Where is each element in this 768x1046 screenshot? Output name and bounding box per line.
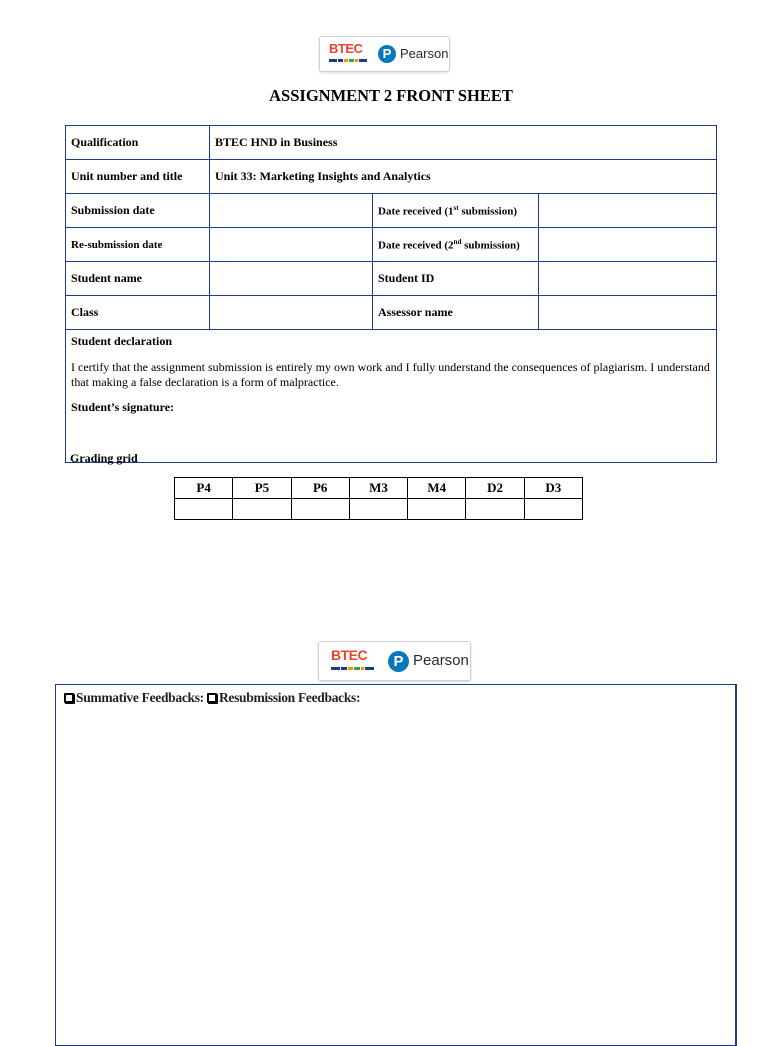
table-row <box>66 296 717 330</box>
pearson-logo-text: Pearson <box>400 46 449 61</box>
grade-header-d3: D3 <box>524 478 582 499</box>
grading-grid-table <box>174 477 583 520</box>
btec-logo-text: BTEC <box>329 41 363 56</box>
unit-label: Unit number and title <box>66 160 210 194</box>
student-name-label: Student name <box>66 262 210 296</box>
grade-cell-m4[interactable] <box>408 499 466 520</box>
btec-pearson-logo-2 <box>318 641 471 681</box>
date-received-2-label: Date received (2nd submission) <box>373 228 539 262</box>
grade-header-p6: P6 <box>291 478 349 499</box>
student-id-label: Student ID <box>373 262 539 296</box>
declaration-title: Student declaration <box>71 334 173 348</box>
grade-cell-p6[interactable] <box>291 499 349 520</box>
table-row <box>66 228 717 262</box>
grading-grid-label: Grading grid <box>70 451 138 465</box>
submission-date-field[interactable] <box>210 194 373 228</box>
resubmission-date-field[interactable] <box>210 228 373 262</box>
date-received-2-field[interactable] <box>539 228 717 262</box>
unit-value: Unit 33: Marketing Insights and Analytics <box>210 160 717 194</box>
grade-header-d2: D2 <box>466 478 524 499</box>
pearson-logo-text: Pearson <box>413 652 469 669</box>
resubmission-feedback-label: Resubmission Feedbacks: <box>218 690 361 705</box>
grade-cell-m3[interactable] <box>349 499 407 520</box>
qualification-label: Qualification <box>66 126 210 160</box>
grade-header-m4: M4 <box>408 478 466 499</box>
pearson-p-icon: P <box>378 45 396 63</box>
declaration-text: I certify that the assignment submission is entirely my own work and I fully understand the consequences of plagiarism. I understand that making a false declaration is a form of malpractice. <box>71 360 710 389</box>
checkbox-icon[interactable] <box>207 693 217 703</box>
pearson-p-icon: P <box>388 651 409 672</box>
date-received-1-label: Date received (1st submission) <box>373 194 539 228</box>
submission-date-label: Submission date <box>66 194 210 228</box>
grading-header-row <box>175 478 583 499</box>
table-row <box>66 194 717 228</box>
grading-value-row <box>175 499 583 520</box>
table-row <box>66 262 717 296</box>
page-title: ASSIGNMENT 2 FRONT SHEET <box>269 86 513 105</box>
table-row <box>66 126 717 160</box>
btec-tagline-graphic <box>329 59 368 64</box>
grade-cell-p4[interactable] <box>175 499 233 520</box>
btec-tagline-graphic <box>331 667 375 672</box>
qualification-value: BTEC HND in Business <box>210 126 717 160</box>
grade-cell-p5[interactable] <box>233 499 291 520</box>
assessor-name-label: Assessor name <box>373 296 539 330</box>
student-name-field[interactable] <box>210 262 373 296</box>
btec-logo-text: BTEC <box>331 647 368 663</box>
student-declaration <box>66 330 717 463</box>
class-label: Class <box>66 296 210 330</box>
grade-cell-d3[interactable] <box>524 499 582 520</box>
grade-header-m3: M3 <box>349 478 407 499</box>
feedback-header <box>64 690 360 706</box>
front-sheet-table <box>65 125 717 463</box>
student-id-field[interactable] <box>539 262 717 296</box>
grade-header-p5: P5 <box>233 478 291 499</box>
table-row <box>66 160 717 194</box>
resubmission-date-label: Re-submission date <box>66 228 210 262</box>
grade-header-p4: P4 <box>175 478 233 499</box>
grade-cell-d2[interactable] <box>466 499 524 520</box>
class-field[interactable] <box>210 296 373 330</box>
assessor-name-field[interactable] <box>539 296 717 330</box>
signature-label[interactable]: Student’s signature: <box>71 400 175 414</box>
checkbox-icon[interactable] <box>64 693 74 703</box>
summative-feedback-label: Summative Feedbacks: <box>76 690 204 705</box>
table-row <box>66 330 717 463</box>
btec-pearson-logo <box>319 36 450 72</box>
feedback-box[interactable] <box>55 684 737 1046</box>
date-received-1-field[interactable] <box>539 194 717 228</box>
